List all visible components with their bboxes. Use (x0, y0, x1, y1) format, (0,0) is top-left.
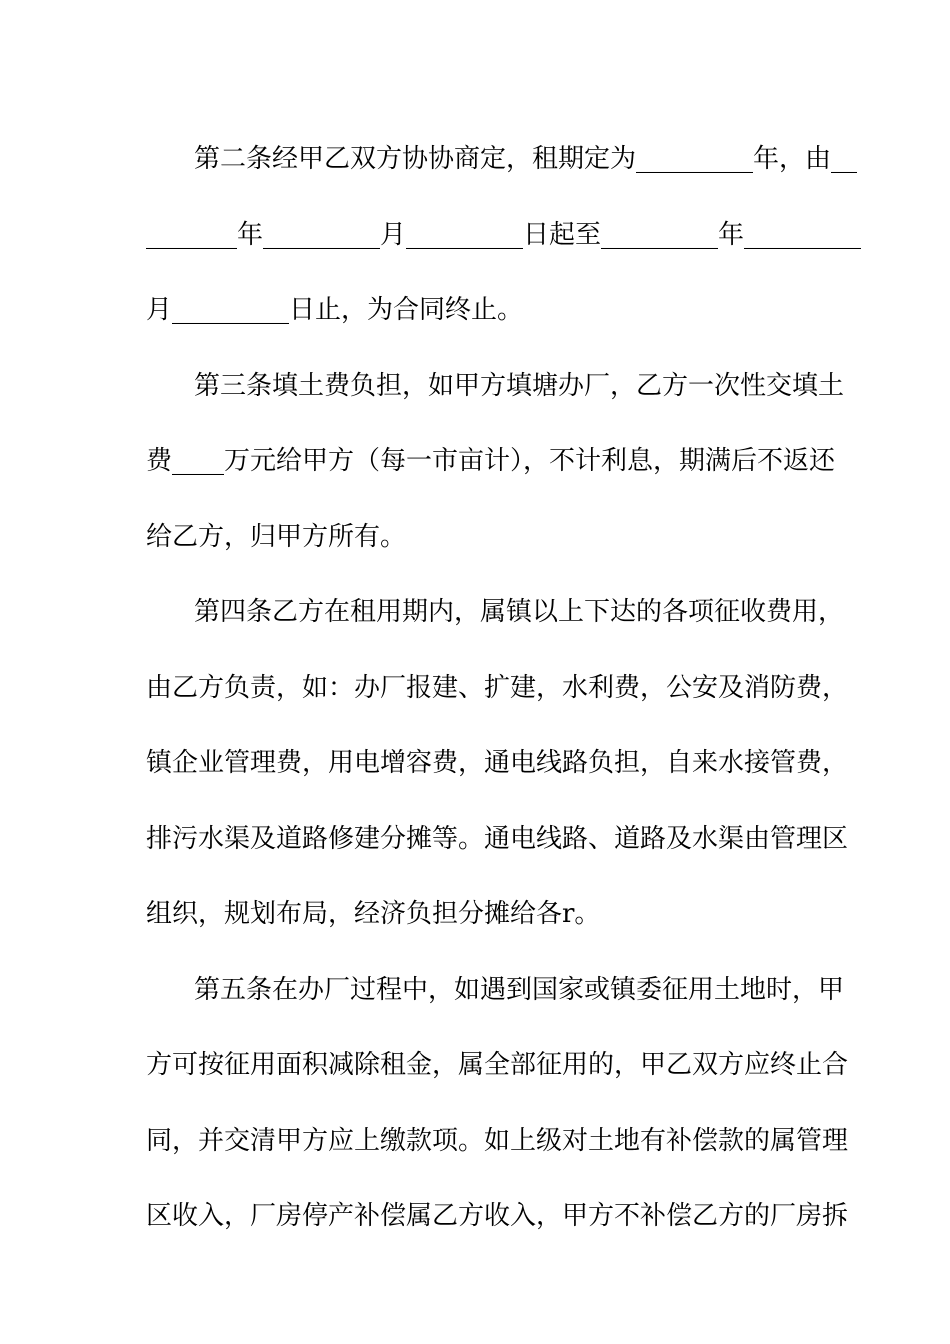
text-line: _______年_________月_________日起至_________年_________ (146, 219, 862, 250)
text-line: 第二条经甲乙双方协协商定，租期定为_________年，由__ (194, 144, 858, 174)
text-line: 给乙方，归甲方所有。 (146, 521, 407, 552)
text-line: 排污水渠及道路修建分摊等。通电线路、道路及水渠由管理区 (146, 823, 849, 854)
text-line: 镇企业管理费，用电增容费，通电线路负担，自来水接管费， (146, 748, 849, 778)
text-line: 区收入，厂房停产补偿属乙方收入，甲方不补偿乙方的厂房拆 (146, 1201, 849, 1231)
document-body (146, 122, 862, 1255)
text-line: 费____万元给甲方（每一市亩计），不计利息，期满后不返还 (146, 446, 836, 476)
text-line: 月_________日止，为合同终止。 (146, 295, 524, 325)
text-line: 第五条在办厂过程中，如遇到国家或镇委征用土地时，甲 (194, 974, 845, 1005)
text-line: 第三条填土费负担，如甲方填塘办厂，乙方一次性交填土 (194, 370, 845, 401)
text-line: 组织，规划布局，经济负担分摊给各r。 (146, 899, 601, 929)
text-line: 第四条乙方在租用期内，属镇以上下达的各项征收费用， (194, 597, 845, 627)
text-line: 由乙方负责，如：办厂报建、扩建，水利费，公安及消防费， (146, 672, 849, 703)
text-line: 同，并交清甲方应上缴款项。如上级对土地有补偿款的属管理 (146, 1125, 849, 1156)
text-line: 方可按征用面积减除租金，属全部征用的，甲乙双方应终止合 (146, 1050, 849, 1080)
